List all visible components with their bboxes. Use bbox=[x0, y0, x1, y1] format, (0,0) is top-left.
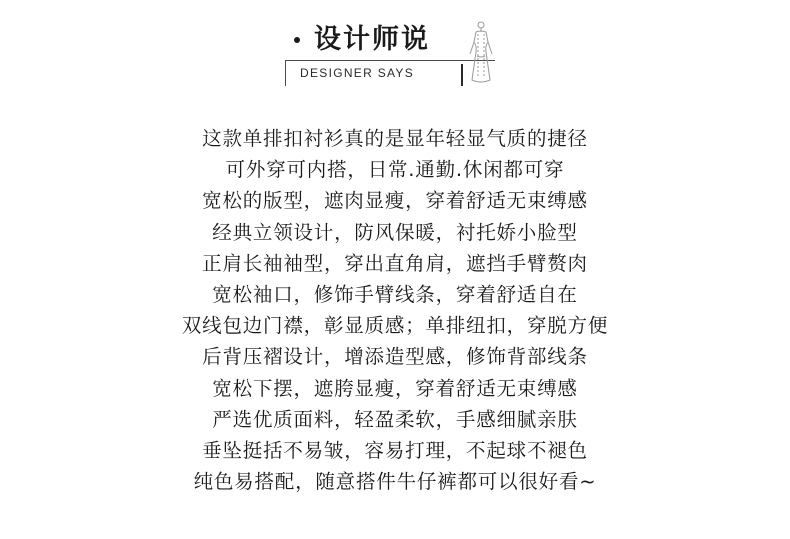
description-line: 可外穿可内搭，日常.通勤.休闲都可穿 bbox=[225, 158, 565, 182]
dress-sketch-icon bbox=[465, 20, 497, 86]
description-line: 经典立领设计，防风保暖，衬托娇小脸型 bbox=[212, 220, 578, 244]
description-line: 严选优质面料，轻盈柔软，手感细腻亲肤 bbox=[212, 407, 578, 431]
header-rule-stub bbox=[285, 60, 286, 86]
designer-says-header bbox=[0, 0, 790, 100]
description-line: 正肩长袖袖型，穿出直角肩，遮挡手臂赘肉 bbox=[202, 251, 588, 275]
description-line: 双线包边门襟，彰显质感；单排纽扣，穿脱方便 bbox=[181, 314, 609, 338]
description-line: 这款单排扣衬衫真的是显年轻显气质的捷径 bbox=[202, 127, 588, 150]
header-rule-line bbox=[285, 60, 495, 61]
description-line: 垂坠挺括不易皱，容易打理，不起球不褪色 bbox=[202, 438, 588, 462]
bullet-dot bbox=[294, 37, 300, 43]
description-line: 宽松下摆，遮胯显瘦，穿着舒适无束缚感 bbox=[212, 376, 578, 400]
section-subtitle: DESIGNER SAYS bbox=[300, 66, 415, 80]
description-line: 宽松的版型，遮肉显瘦，穿着舒适无束缚感 bbox=[202, 189, 588, 213]
description-line: 宽松袖口，修饰手臂线条，穿着舒适自在 bbox=[212, 282, 578, 306]
description-lines bbox=[0, 123, 790, 497]
header-separator-bar bbox=[461, 64, 463, 86]
description-line: 纯色易搭配，随意搭件牛仔裤都可以很好看~ bbox=[193, 470, 597, 494]
description-line: 后背压褶设计，增添造型感，修饰背部线条 bbox=[202, 345, 588, 369]
section-title: 设计师说 bbox=[314, 24, 430, 55]
